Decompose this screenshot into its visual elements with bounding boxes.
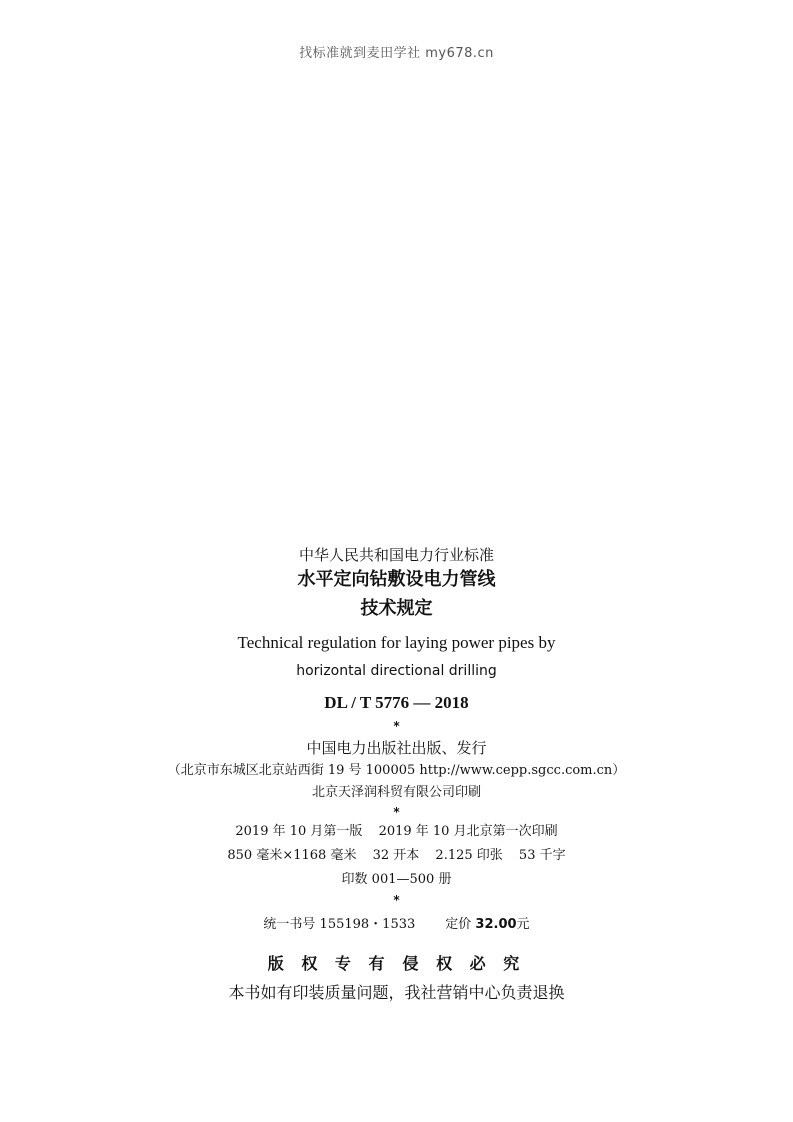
printer: 北京天泽润科贸有限公司印刷 [311, 785, 481, 800]
colophon [0, 544, 793, 1008]
price-value: 32.00 [475, 917, 517, 932]
quality-notice: 本书如有印装质量问题，我社营销中心负责退换 [228, 983, 565, 1002]
printing: 2019 年 10 月北京第一次印刷 [378, 824, 558, 839]
separator-star: * [393, 719, 400, 733]
print-count: 印数 001—500 册 [341, 872, 452, 887]
title-en-line2: horizontal directional drilling [296, 663, 497, 679]
word-count: 53 千字 [518, 848, 566, 863]
isbn: 统一书号 155198・1533 [263, 917, 416, 932]
title-cn-line2: 技术规定 [360, 598, 433, 619]
separator-star: * [393, 805, 400, 819]
standard-category: 中华人民共和国电力行业标准 [298, 546, 494, 564]
edition: 2019 年 10 月第一版 [235, 824, 363, 839]
price-label: 定价 [445, 917, 472, 932]
rights-reserved: 版 权 专 有 [267, 954, 391, 973]
publisher: 中国电力出版社出版、发行 [306, 739, 487, 757]
print-sheets: 2.125 印张 [435, 848, 503, 863]
title-en-line1: Technical regulation for laying power pipes by [237, 633, 556, 652]
standard-code: DL / T 5776 — 2018 [324, 693, 469, 712]
infringement-warning: 侵 权 必 究 [402, 954, 526, 973]
isbn-price-line [0, 912, 793, 938]
watermark: 找标准就到麦田学社 my678.cn [299, 46, 494, 61]
format-line [0, 844, 793, 868]
copyright-line [0, 950, 793, 978]
paper-format: 850 毫米×1168 毫米 [227, 848, 357, 863]
kai-size: 32 开本 [372, 848, 420, 863]
title-cn-line1: 水平定向钻敷设电力管线 [297, 569, 496, 590]
publisher-address: （北京市东城区北京站西街 19 号 100005 http://www.cepp.sgcc.com.cn） [167, 763, 626, 778]
separator-star: * [393, 893, 400, 907]
edition-line [0, 820, 793, 844]
price-unit: 元 [516, 917, 530, 932]
